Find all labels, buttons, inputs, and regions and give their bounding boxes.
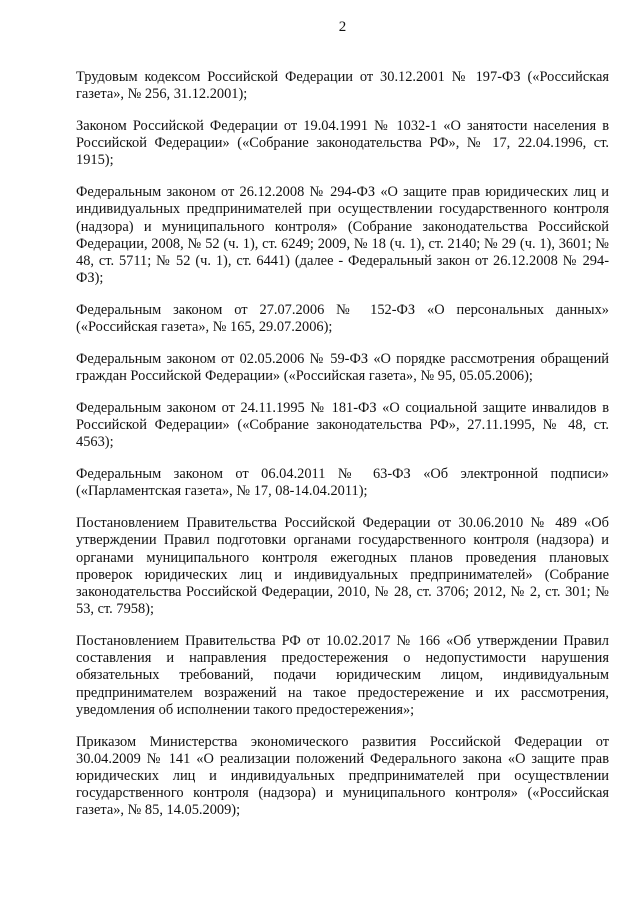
paragraph-labor-code: Трудовым кодексом Российской Федерации от 30.12.2001 № 197-ФЗ («Российская газета», № 256, 31.12.2001); (76, 69, 609, 103)
paragraph-employment-law: Законом Российской Федерации от 19.04.1991 № 1032-1 «О занятости населения в Российской Федерации» («Собрание законодательства РФ», № 17, 22.04.1996, ст. 1915); (76, 118, 609, 169)
paragraph-government-resolution-166: Постановлением Правительства РФ от 10.02.2017 № 166 «Об утверждении Правил составления и направления предостережения о недопустимости нарушения обязательных требований, подачи юридическим лицом, индивидуальным предпринимателем возражений на такое предостережение и их рассмотрения, уведомления об исполнении такого предостережения»; (76, 633, 609, 718)
paragraph-government-resolution-489: Постановлением Правительства Российской Федерации от 30.06.2010 № 489 «Об утверждении Правил подготовки органами государственного контроля (надзора) и органами муниципального контроля ежегодных планов проведения плановых проверок юридических лиц и индивидуальных предпринимателей» (Собрание законодательства Российской Федерации, 2010, № 28, ст. 3706; 2012, № 2, ст. 301; № 53, ст. 7958); (76, 515, 609, 618)
paragraph-citizen-appeals-law: Федеральным законом от 02.05.2006 № 59-ФЗ «О порядке рассмотрения обращений граждан Российской Федерации» («Российская газета», № 95, 05.05.2006); (76, 351, 609, 385)
paragraph-personal-data-law: Федеральным законом от 27.07.2006 № 152-ФЗ «О персональных данных» («Российская газета», № 165, 29.07.2006); (76, 302, 609, 336)
paragraph-disabled-protection-law: Федеральным законом от 24.11.1995 № 181-ФЗ «О социальной защите инвалидов в Российской Федерации» («Собрание законодательства РФ», 27.11.1995, № 48, ст. 4563); (76, 400, 609, 451)
paragraph-ministry-order-141: Приказом Министерства экономического развития Российской Федерации от 30.04.2009 № 141 «О реализации положений Федерального закона «О защите прав юридических лиц и индивидуальных предпринимателей при осуществлении государственного контроля (надзора) и муниципального контроля» («Российская газета», № 85, 14.05.2009); (76, 733, 609, 819)
paragraph-electronic-signature-law: Федеральным законом от 06.04.2011 № 63-ФЗ «Об электронной подписи» («Парламентская газета», № 17, 08-14.04.2011); (76, 466, 609, 500)
page-number: 2 (338, 19, 347, 35)
paragraph-law-294fz: Федеральным законом от 26.12.2008 № 294-ФЗ «О защите прав юридических лиц и индивидуальных предпринимателей при осуществлении государственного контроля (надзора) и муниципального контроля» (Собрание законодательства Российской Федерации, 2008, № 52 (ч. 1), ст. 6249; 2009, № 18 (ч. 1), ст. 2140; № 29 (ч. 1), 3601; № 48, ст. 5711; № 52 (ч. 1), ст. 6441) (далее - Федеральный закон от 26.12.2008 № 294-ФЗ); (76, 184, 609, 287)
